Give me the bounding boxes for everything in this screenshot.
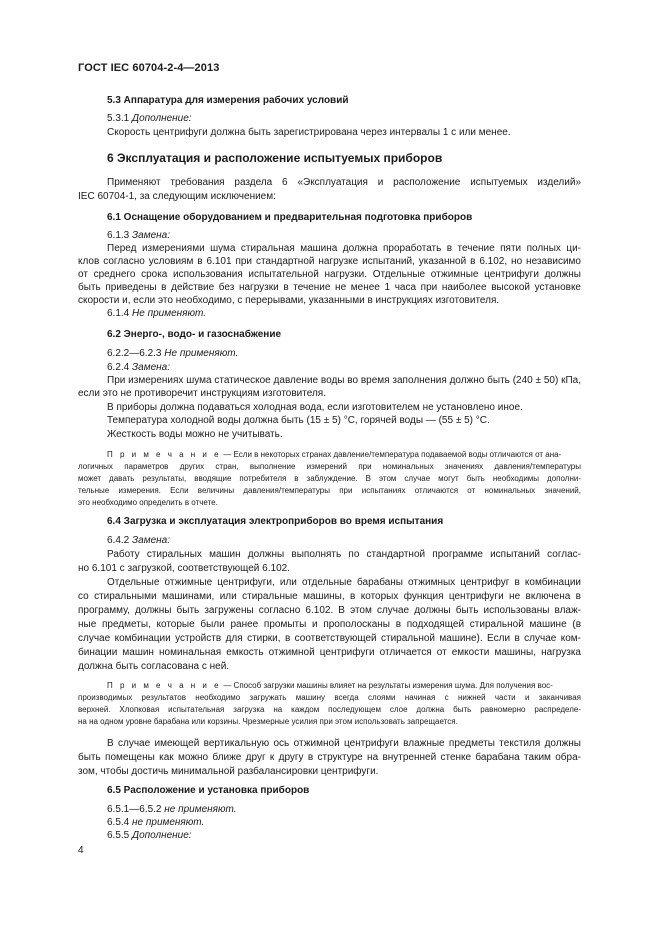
paragraph-6-4-2-line-8: бинации машин номинальная емкость отжимной центрифуги отличается от емкости машины, нагрузка — [78, 647, 581, 658]
note-6-2-line-5: это необходимо определить в отчете. — [78, 498, 218, 507]
page-number: 4 — [78, 845, 84, 856]
section-6-5-heading: 6.5 Расположение и установка приборов — [107, 785, 310, 796]
subsection-label: не применяют. — [132, 817, 205, 828]
subsection-label: Замена: — [132, 230, 170, 241]
subsection-number: 6.5.5 — [107, 830, 130, 841]
paragraph-6-1-3-line-3: от среднего срока использования испытательной нагрузки. Отдельные отжимные центрифуги должны — [78, 269, 581, 280]
paragraph-6-1-3-line-1: Перед измерениями шума стиральная машина должна проработать в течение пяти полных ци- — [107, 243, 581, 254]
subsection-number: 6.1.3 — [107, 230, 130, 241]
paragraph-6-4-line-3: зом, чтобы достичь минимальной разбалансировки центрифуги. — [78, 766, 379, 777]
note-text: — Способ загрузки машины влияет на результаты измерения шума. Для получения вос- — [223, 681, 553, 690]
section-6-intro-line-2: IEC 60704-1, за следующим исключением: — [78, 191, 276, 202]
paragraph-6-2-4-line-5: Жесткость воды можно не учитывать. — [107, 429, 283, 440]
subsection-label: Не применяют. — [164, 348, 239, 359]
subsection-number: 6.1.4 — [107, 308, 130, 319]
paragraph-6-1-3-line-5: скорости и, если это необходимо, с перерывами, указанными в инструкциях изготовителя. — [78, 295, 500, 306]
note-label: П р и м е ч а н и е — [107, 450, 222, 459]
note-6-2-line-3: может давать результаты, вводящие потребителя в заблуждение. В этом случае могут быть необходимы дополни- — [78, 474, 581, 483]
subsection-number: 6.5.1—6.5.2 — [107, 804, 162, 815]
subsection-6-2-4 — [107, 361, 170, 374]
paragraph-6-1-3-line-2: клов согласно условиям в 6.101 при стандартной нагрузке испытаний, указанной в 6.102, но независимо — [78, 256, 581, 267]
section-6-1-heading: 6.1 Оснащение оборудованием и предварительная подготовка приборов — [107, 212, 473, 223]
paragraph-5-3-1: Скорость центрифуги должна быть зарегистрирована через интервалы 1 с или менее. — [107, 127, 511, 138]
paragraph-6-1-3-line-4: быть приведены в действие без нагрузки в течение не менее 1 часа при наиболее высокой установке — [78, 282, 581, 293]
subsection-number: 6.4.2 — [107, 535, 130, 546]
section-6-intro-line-1: Применяют требования раздела 6 «Эксплуатация и расположение испытуемых изделий» — [107, 177, 581, 188]
subsection-6-1-4 — [107, 307, 206, 320]
subsection-label: Дополнение: — [132, 113, 192, 124]
section-6-2-heading: 6.2 Энерго-, водо- и газоснабжение — [107, 329, 282, 340]
subsection-label: Не применяют. — [132, 308, 206, 319]
paragraph-6-2-4-line-3: В приборы должна подаваться холодная вода, если изготовителем не установлено иное. — [107, 402, 523, 413]
section-6-heading: 6 Эксплуатация и расположение испытуемых приборов — [107, 151, 443, 165]
note-6-2-line-4: тельные измерения. Если величины давления/температуры при испытаниях отличаются от номинальных значений, — [78, 486, 581, 495]
note-6-4-line-1 — [107, 680, 553, 691]
subsection-number: 5.3.1 — [107, 113, 130, 124]
paragraph-6-4-line-1: В случае имеющей вертикальную ось отжимной центрифуги влажные предметы текстиля должны — [107, 738, 581, 749]
subsection-label: не применяют. — [164, 804, 237, 815]
document-header: ГОСТ IEC 60704-2-4—2013 — [78, 62, 220, 74]
subsection-number: 6.2.4 — [107, 362, 130, 373]
subsection-6-5-4 — [107, 816, 204, 829]
paragraph-6-4-2-line-2: но 6.101 с загрузкой, соответствующей 6.102. — [78, 563, 290, 574]
note-6-2-line-2: логичных параметров других стран, выполнение измерений при номинальных значениях давления/температуры — [78, 462, 581, 471]
paragraph-6-2-4-line-1: При измерениях шума статическое давление воды во время заполнения должно быть (240 ± 50) кПа, — [107, 375, 581, 386]
section-6-4-heading: 6.4 Загрузка и эксплуатация электроприборов во время испытания — [107, 516, 444, 527]
paragraph-6-4-2-line-7: случае комбинации устройств для стирки, в соответствующей стиральной машине). Если в случае ком- — [78, 633, 581, 644]
paragraph-6-4-2-line-1: Работу стиральных машин должны выполнять по стандартной программе испытаний соглас- — [107, 549, 581, 560]
paragraph-6-4-line-2: быть помещены как можно ближе друг к другу в структуре на внутренней стенке барабана таким обра- — [78, 752, 581, 763]
note-text: — Если в некоторых странах давление/температура подаваемой воды отличаются от ана- — [223, 450, 562, 459]
subsection-number: 6.5.4 — [107, 817, 130, 828]
paragraph-6-4-2-line-5: программу, должны быть загружены согласно 6.102. В этом случае должны быть использованы влаж- — [78, 605, 581, 616]
subsection-number: 6.2.2—6.2.3 — [107, 348, 162, 359]
subsection-6-5-5 — [107, 829, 192, 842]
section-5-3-heading: 5.3 Аппаратура для измерения рабочих условий — [107, 95, 349, 106]
paragraph-6-4-2-line-9: должна быть согласована с ней. — [78, 661, 230, 672]
subsection-6-1-3 — [107, 229, 170, 242]
note-label: П р и м е ч а н и е — [107, 681, 222, 690]
subsection-label: Дополнение: — [132, 830, 192, 841]
subsection-label: Замена: — [132, 362, 170, 373]
paragraph-6-4-2-line-4: со стиральными машинами, или стиральные машины, в которых функция центрифуги не включена в — [78, 591, 581, 602]
note-6-4-line-2: производимых результатов необходимо загружать машину всегда слоями начиная с нижней части и заканчивая — [78, 693, 581, 702]
subsection-label: Замена: — [132, 535, 170, 546]
paragraph-6-2-4-line-2: если это не противоречит инструкциям изготовителя. — [78, 388, 326, 399]
subsection-5-3-1 — [107, 112, 192, 125]
paragraph-6-4-2-line-3: Отдельные отжимные центрифуги, или отдельные барабаны отжимных центрифуг в комбинации — [107, 577, 581, 588]
note-6-4-line-4: на на одном уровне барабана или корзины. Чрезмерные усилия при этом использовать запрещается. — [78, 717, 458, 726]
subsection-6-2-2 — [107, 347, 238, 360]
subsection-6-4-2 — [107, 534, 170, 547]
paragraph-6-4-2-line-6: ные предметы, которые были ранее промыты и прополосканы в подходящей стиральной машине (в — [78, 619, 581, 630]
note-6-2-line-1 — [107, 449, 561, 460]
note-6-4-line-3: верхней. Хлопковая испытательная загрузка на каждом последующем слое должна быть равномерно распределе- — [78, 705, 581, 714]
paragraph-6-2-4-line-4: Температура холодной воды должна быть (15 ± 5) °С, горячей воды — (55 ± 5) °С. — [107, 415, 490, 426]
subsection-6-5-1 — [107, 803, 237, 816]
